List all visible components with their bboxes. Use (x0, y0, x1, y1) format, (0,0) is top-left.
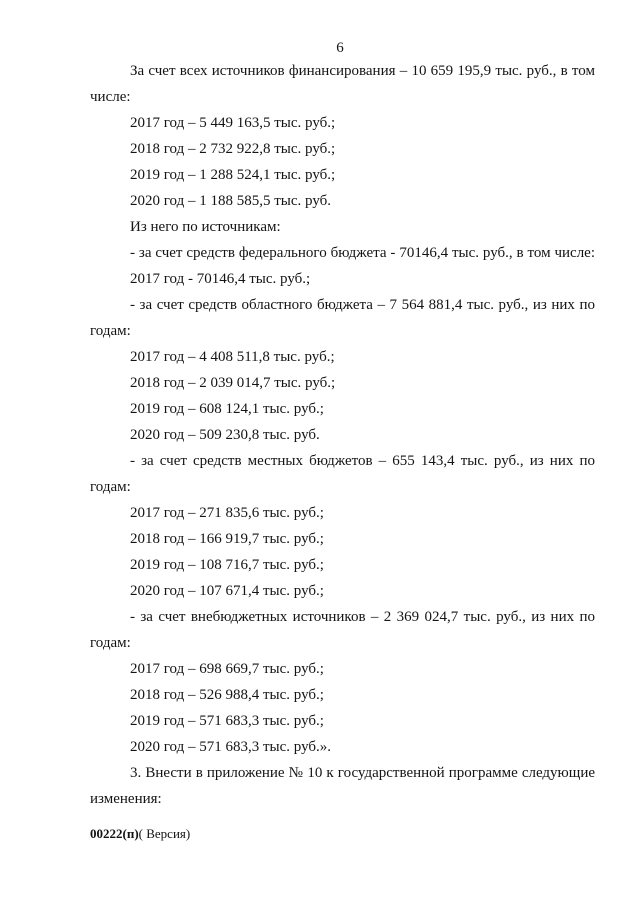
text-line: 2017 год – 698 669,7 тыс. руб.; (130, 661, 324, 677)
text-line: изменения: (90, 791, 162, 807)
text-line: годам: (90, 479, 131, 495)
text-line: 2017 год – 5 449 163,5 тыс. руб.; (130, 115, 336, 131)
text-line: годам: (90, 323, 131, 339)
text-line: 2018 год – 526 988,4 тыс. руб.; (130, 687, 324, 703)
text-line: 2020 год – 571 683,3 тыс. руб.». (130, 739, 332, 755)
text-line: 3. Внести в приложение № 10 к государственной программе следующие (130, 765, 595, 781)
text-line: годам: (90, 635, 131, 651)
text-line: - за счет средств областного бюджета – 7 564 881,4 тыс. руб., из них по (130, 297, 595, 313)
text-line: 2019 год – 1 288 524,1 тыс. руб.; (130, 167, 336, 183)
text-line: 2019 год – 108 716,7 тыс. руб.; (130, 557, 324, 573)
text-line: - за счет средств местных бюджетов – 655 143,4 тыс. руб., из них по (130, 453, 595, 469)
page-number: 6 (336, 40, 344, 56)
document-code: 00222(п) (90, 826, 139, 841)
text-line: 2017 год – 271 835,6 тыс. руб.; (130, 505, 324, 521)
text-line: За счет всех источников финансирования – 10 659 195,9 тыс. руб., в том (130, 63, 595, 79)
text-line: - за счет средств федерального бюджета - 70146,4 тыс. руб., в том числе: (130, 245, 595, 261)
text-line: 2020 год – 509 230,8 тыс. руб. (130, 427, 320, 443)
text-line: 2017 год – 4 408 511,8 тыс. руб.; (130, 349, 335, 365)
document-footer (90, 826, 190, 842)
text-line: 2017 год - 70146,4 тыс. руб.; (130, 271, 311, 287)
document-version: ( Версия) (138, 826, 191, 841)
text-line: 2019 год – 608 124,1 тыс. руб.; (130, 401, 324, 417)
text-line: 2019 год – 571 683,3 тыс. руб.; (130, 713, 324, 729)
text-line: числе: (90, 89, 131, 105)
text-line: 2018 год – 2 039 014,7 тыс. руб.; (130, 375, 336, 391)
text-line: Из него по источникам: (130, 219, 281, 235)
text-line: 2018 год – 166 919,7 тыс. руб.; (130, 531, 324, 547)
text-line: 2020 год – 107 671,4 тыс. руб.; (130, 583, 324, 599)
text-line: 2018 год – 2 732 922,8 тыс. руб.; (130, 141, 336, 157)
text-line: 2020 год – 1 188 585,5 тыс. руб. (130, 193, 332, 209)
text-line: - за счет внебюджетных источников – 2 369 024,7 тыс. руб., из них по (130, 609, 595, 625)
